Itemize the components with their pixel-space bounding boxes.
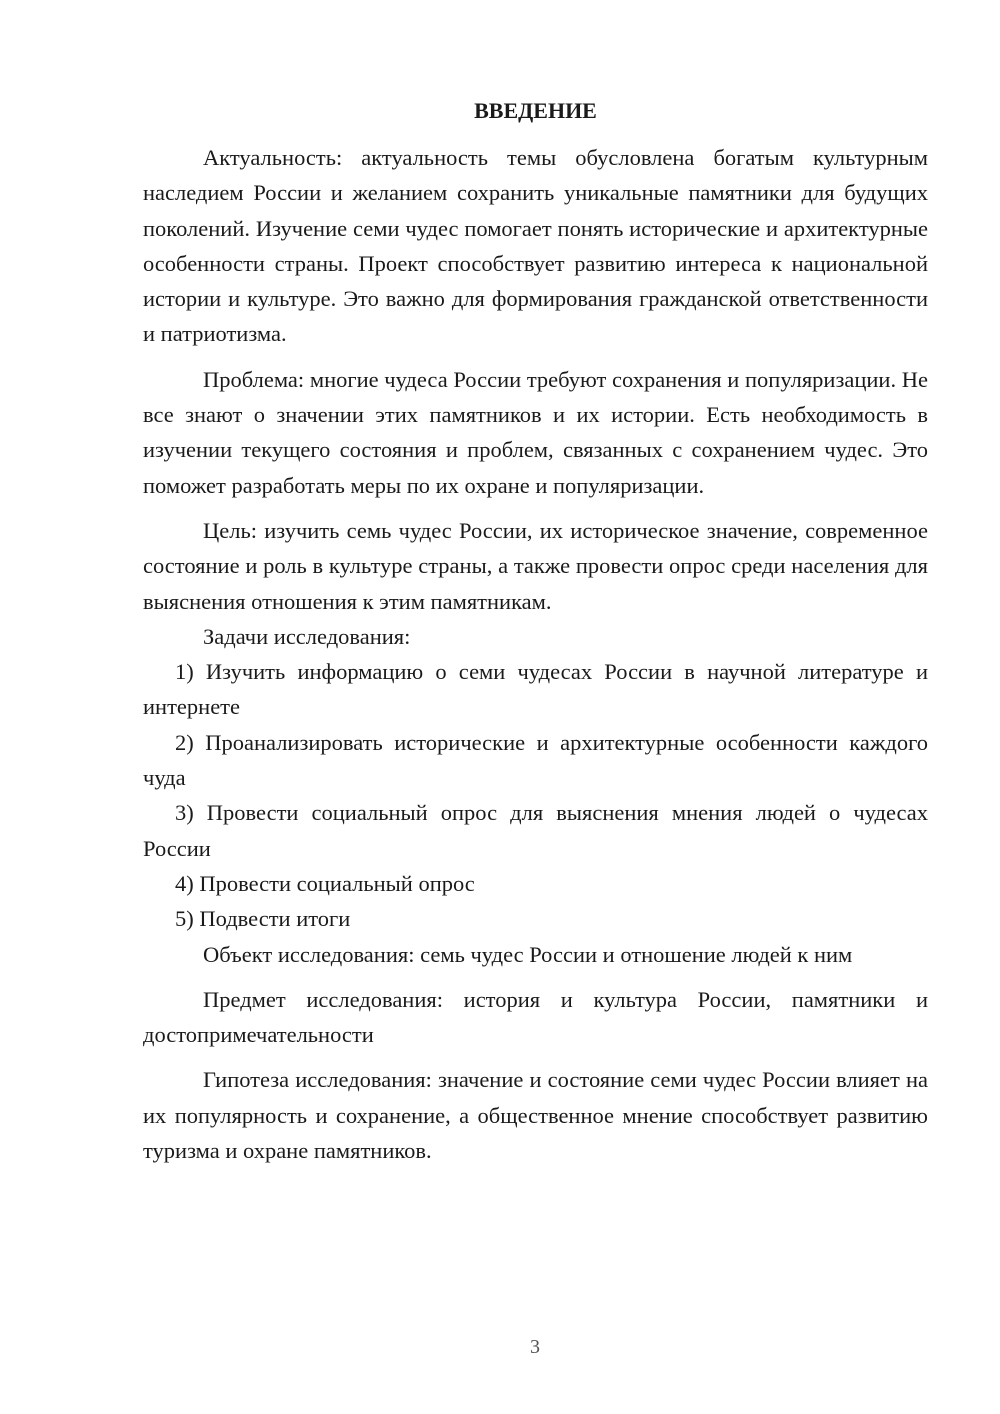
tasks-heading: Задачи исследования:: [203, 623, 411, 649]
task-item-4: 4) Провести социальный опрос: [175, 870, 475, 896]
paragraph-relevance: Актуальность: актуальность темы обусловлена богатым культурным наследием России и желанием сохранить уникальные памятники для будущих поколений. Изучение семи чудес помогает понять исторические и архитектурные особенности страны. Проект способствует развитию интереса к национальной истории и культуре. Это важно для формирования гражданской ответственности и патриотизма.: [143, 145, 928, 347]
paragraph-subject: Предмет исследования: история и культура России, памятники и достопримечательности: [143, 986, 928, 1048]
page-number: 3: [530, 1336, 540, 1358]
page-title: ВВЕДЕНИЕ: [474, 98, 597, 123]
paragraph-goal: Цель: изучить семь чудес России, их историческое значение, современное состояние и роль в культуре страны, а также провести опрос среди населения для выяснения отношения к этим памятникам.: [143, 517, 928, 614]
paragraph-object: Объект исследования: семь чудес России и отношение людей к ним: [203, 941, 853, 967]
page-content: [143, 96, 928, 1168]
task-item-5: 5) Подвести итоги: [175, 906, 351, 932]
paragraph-hypothesis: Гипотеза исследования: значение и состояние семи чудес России влияет на их популярность и сохранение, а общественное мнение способствует развитию туризма и охране памятников.: [143, 1067, 928, 1164]
task-item-3: 3) Провести социальный опрос для выяснения мнения людей о чудесах России: [143, 800, 928, 861]
task-item-1: 1) Изучить информацию о семи чудесах России в научной литературе и интернете: [143, 659, 928, 720]
task-item-2: 2) Проанализировать исторические и архитектурные особенности каждого чуда: [143, 729, 928, 791]
paragraph-problem: Проблема: многие чудеса России требуют сохранения и популяризации. Не все знают о значении этих памятников и их истории. Есть необходимость в изучении текущего состояния и проблем, связанных с сохранением чудес. Это поможет разработать меры по их охране и популяризации.: [143, 366, 928, 498]
